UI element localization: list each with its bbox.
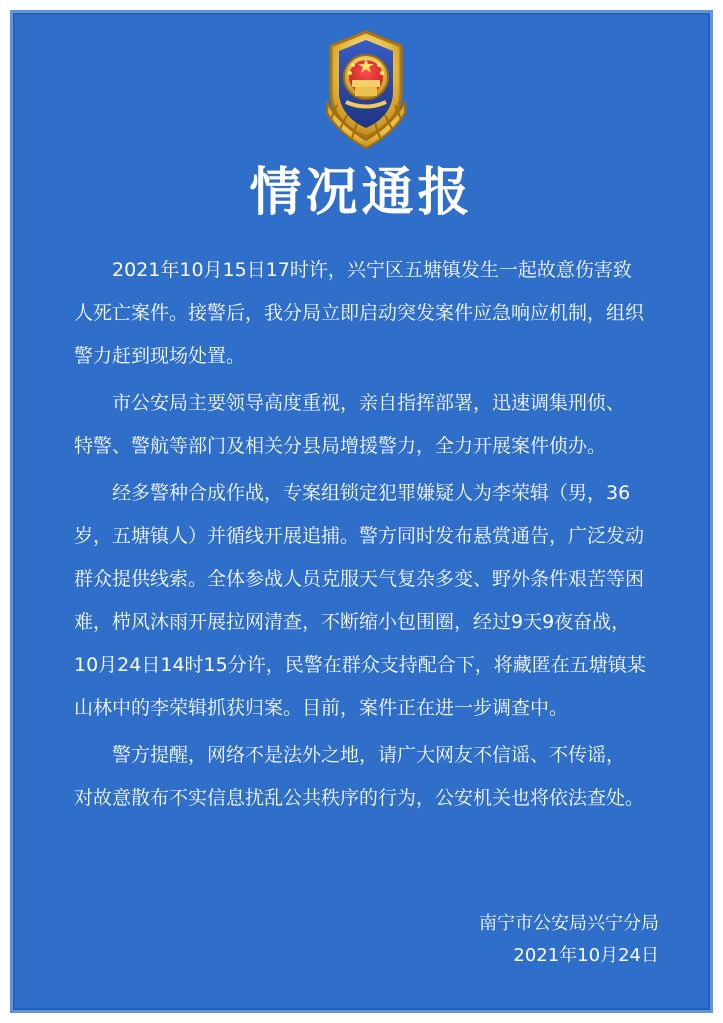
notice-signature: [479, 908, 659, 972]
paragraph-line: 警方提醒，网络不是法外之地，请广大网友不信谣、不传谣，: [112, 744, 626, 766]
notice-paragraph: [74, 472, 659, 730]
emblem-small-star: [348, 71, 352, 75]
paragraph-line: 山林中的李荣辑抓获归案。目前，案件正在进一步调查中。: [74, 697, 569, 719]
emblem-small-star: [380, 71, 384, 75]
paragraph-line: 岁，五塘镇人）并循线开展追捕。警方同时发布悬赏通告，广泛发动: [74, 525, 645, 547]
paragraph-line: 难，栉风沐雨开展拉网清查，不断缩小包围圈，经过9天9夜奋战，: [74, 611, 631, 633]
notice-paragraph: [74, 382, 659, 468]
paragraph-line: 10月24日14时15分许，民警在群众支持配合下，将藏匿在五塘镇某: [74, 654, 646, 676]
paragraph-line: 人死亡案件。接警后，我分局立即启动突发案件应急响应机制，组织: [74, 302, 645, 324]
notice-paragraph: [74, 734, 659, 820]
paragraph-line: 2021年10月15日17时许，兴宁区五塘镇发生一起故意伤害致: [112, 259, 632, 281]
notice-panel: [10, 10, 713, 1013]
signature-date: 2021年10月24日: [513, 945, 659, 966]
signature-organization: 南宁市公安局兴宁分局: [479, 913, 659, 934]
paragraph-line: 对故意散布不实信息扰乱公共秩序的行为，公安机关也将依法查处。: [74, 787, 645, 809]
police-emblem-icon: [307, 25, 425, 155]
emblem-small-star: [377, 63, 381, 67]
emblem-gate: [355, 87, 377, 96]
paragraph-line: 经多警种合成作战，专案组锁定犯罪嫌疑人为李荣辑（男，36: [112, 482, 631, 504]
emblem-gate-roof: [352, 80, 380, 87]
paragraph-line: 特警、警航等部门及相关分县局增援警力，全力开展案件侦办。: [74, 435, 607, 457]
notice-body: [74, 249, 659, 824]
notice-title: 情况通报: [249, 163, 474, 223]
notice-paragraph: [74, 249, 659, 378]
emblem-small-star: [351, 63, 355, 67]
paragraph-line: 警力赶到现场处置。: [74, 345, 246, 367]
paragraph-line: 群众提供线索。全体参战人员克服天气复杂多变、野外条件艰苦等困: [74, 568, 645, 590]
paragraph-line: 市公安局主要领导高度重视，亲自指挥部署，迅速调集刑侦、: [112, 392, 626, 414]
